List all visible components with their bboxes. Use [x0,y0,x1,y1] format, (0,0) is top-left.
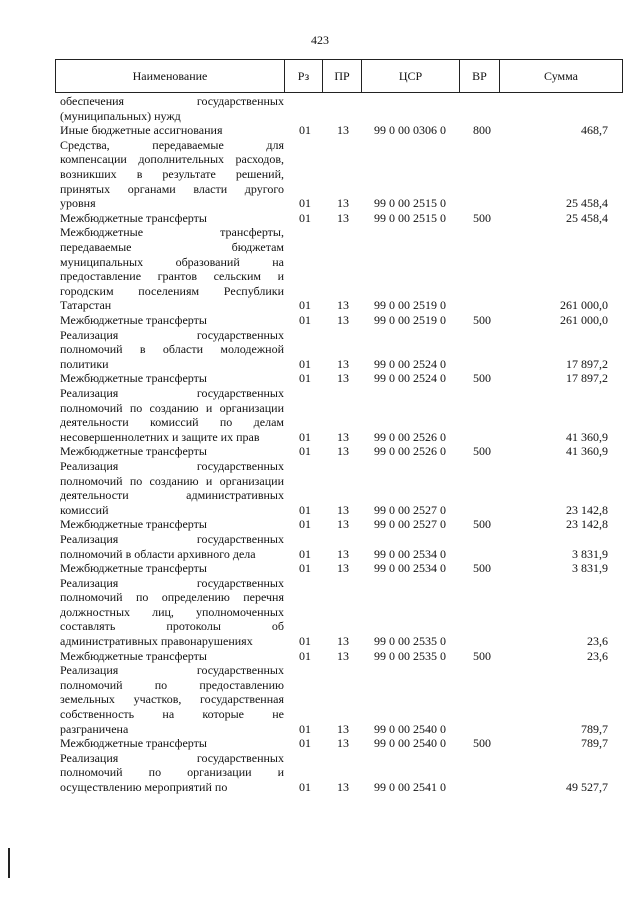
margin-mark [8,848,10,878]
row-name-line: принятых органами власти другого [60,181,284,196]
cell-vr [473,196,503,211]
table-row [0,751,640,795]
row-name-line: полномочий в области молодежной [60,342,284,357]
cell-csr: 99 0 00 0306 0 [374,123,446,138]
table-row [0,225,640,313]
table-row [0,123,640,138]
table-row [0,576,640,649]
row-name [60,444,284,459]
cell-vr [473,634,503,649]
table-row [0,649,640,664]
cell-pr: 13 [337,517,349,532]
row-name-line: Межбюджетные трансферты [60,736,207,751]
table-row [0,94,640,123]
table-row [0,663,640,736]
cell-rz: 01 [299,210,311,225]
row-name-line: Межбюджетные трансферты, [60,225,284,240]
table-row [0,313,640,328]
table-row [0,138,640,211]
cell-vr: 500 [473,312,491,327]
row-name [60,649,284,664]
row-name-line: полномочий по организации и [60,765,284,780]
cell-pr: 13 [337,356,349,371]
cell-vr [473,780,503,795]
row-name-line: полномочий по созданию и организации [60,400,284,415]
cell-vr: 500 [473,561,491,576]
cell-rz [299,109,327,124]
cell-rz: 01 [299,429,311,444]
cell-pr [337,109,365,124]
page-number: 423 [311,33,329,47]
cell-sum: 49 527,7 [566,780,608,795]
row-name-line: Межбюджетные трансферты [60,561,207,576]
cell-csr: 99 0 00 2519 0 [374,298,446,313]
cell-pr: 13 [337,736,349,751]
cell-sum: 261 000,0 [560,312,608,327]
cell-pr: 13 [337,634,349,649]
cell-csr: 99 0 00 2515 0 [374,196,446,211]
table-row [0,517,640,532]
row-name-line: административных правонарушениях [60,634,253,649]
row-name-line: деятельности административных [60,488,284,503]
row-name-line: Реализация государственных [60,458,284,473]
row-name-line: политики [60,356,109,371]
cell-vr: 500 [473,517,491,532]
cell-sum: 23,6 [587,634,608,649]
row-name-line: собственность на которые не [60,707,284,722]
cell-sum: 789,7 [581,736,608,751]
row-name-line: полномочий по созданию и организации [60,473,284,488]
row-name-line: Межбюджетные трансферты [60,444,207,459]
header-csr: ЦСР [362,60,460,92]
cell-rz: 01 [299,648,311,663]
cell-sum: 25 458,4 [566,210,608,225]
row-name [60,736,284,751]
row-name [60,751,284,795]
cell-sum: 3 831,9 [572,561,608,576]
cell-csr: 99 0 00 2524 0 [374,356,446,371]
cell-vr [473,430,503,445]
cell-csr: 99 0 00 2535 0 [374,634,446,649]
cell-rz: 01 [299,502,311,517]
cell-sum: 468,7 [581,123,608,138]
row-name-line: осуществлению мероприятий по [60,780,228,795]
row-name [60,313,284,328]
row-name-line: должностных лиц, уполномоченных [60,604,284,619]
row-name-line: (муниципальных) нужд [60,108,181,123]
row-name-line: полномочий в области архивного дела [60,546,256,561]
cell-vr [473,298,503,313]
row-name-line: разграничена [60,721,129,736]
cell-vr: 500 [473,648,491,663]
row-name [60,94,284,123]
table-row [0,459,640,517]
cell-sum: 17 897,2 [566,356,608,371]
cell-rz: 01 [299,780,311,795]
row-name-line: деятельности комиссий по делам [60,415,284,430]
row-name-line: Реализация государственных [60,575,284,590]
cell-vr: 500 [473,371,491,386]
row-name-line: передаваемые бюджетам [60,239,284,254]
cell-rz: 01 [299,517,311,532]
cell-pr: 13 [337,546,349,561]
row-name [60,225,284,313]
cell-csr: 99 0 00 2524 0 [374,371,446,386]
cell-vr: 500 [473,210,491,225]
cell-sum: 789,7 [581,721,608,736]
cell-csr: 99 0 00 2534 0 [374,546,446,561]
row-name-line: городским поселениям Республики [60,283,284,298]
cell-sum: 17 897,2 [566,371,608,386]
row-name [60,371,284,386]
cell-csr: 99 0 00 2540 0 [374,736,446,751]
cell-csr [374,109,464,124]
cell-pr: 13 [337,780,349,795]
cell-sum: 3 831,9 [572,546,608,561]
cell-pr: 13 [337,502,349,517]
cell-sum: 25 458,4 [566,196,608,211]
row-name [60,386,284,444]
header-sum: Сумма [544,68,578,83]
cell-csr: 99 0 00 2526 0 [374,429,446,444]
header-pr: ПР [323,60,362,92]
table-row [0,561,640,576]
row-name [60,576,284,649]
cell-rz: 01 [299,634,311,649]
cell-rz: 01 [299,561,311,576]
header-vr: ВР [460,60,500,92]
cell-rz: 01 [299,444,311,459]
cell-rz: 01 [299,371,311,386]
row-name-line: комиссий [60,502,109,517]
row-name-line: уровня [60,196,96,211]
cell-pr: 13 [337,561,349,576]
row-name-line: Межбюджетные трансферты [60,210,207,225]
cell-sum: 23 142,8 [566,502,608,517]
cell-vr [473,722,503,737]
table-header [55,59,623,93]
row-name [60,663,284,736]
cell-sum: 261 000,0 [560,298,608,313]
row-name [60,459,284,517]
row-name-line: Иные бюджетные ассигнования [60,123,223,138]
cell-pr: 13 [337,210,349,225]
table-row [0,328,640,372]
row-name-line: Средства, передаваемые для [60,137,284,152]
cell-sum: 23,6 [587,648,608,663]
cell-vr [473,357,503,372]
row-name-line: составлять протоколы об [60,619,284,634]
row-name-line: Межбюджетные трансферты [60,371,207,386]
row-name-line: Межбюджетные трансферты [60,517,207,532]
row-name-line: Реализация государственных [60,385,284,400]
cell-pr: 13 [337,721,349,736]
header-rz: Рз [285,60,323,92]
row-name [60,138,284,211]
cell-rz: 01 [299,721,311,736]
cell-csr: 99 0 00 2540 0 [374,721,446,736]
cell-csr: 99 0 00 2515 0 [374,210,446,225]
table-row [0,532,640,561]
cell-rz: 01 [299,312,311,327]
row-name-line: Реализация государственных [60,327,284,342]
row-name [60,328,284,372]
cell-vr: 500 [473,736,491,751]
table-row [0,386,640,444]
table-row [0,211,640,226]
cell-vr: 500 [473,444,491,459]
cell-rz: 01 [299,298,311,313]
cell-vr [473,503,503,518]
row-name-line: возникших в результате решений, [60,166,284,181]
budget-table-body [0,94,640,795]
row-name-line: Межбюджетные трансферты [60,648,207,663]
cell-sum: 41 360,9 [566,444,608,459]
cell-csr: 99 0 00 2519 0 [374,312,446,327]
cell-rz: 01 [299,356,311,371]
table-row [0,736,640,751]
row-name-line: предоставление грантов сельским и [60,269,284,284]
cell-csr: 99 0 00 2541 0 [374,780,446,795]
cell-pr: 13 [337,312,349,327]
row-name [60,517,284,532]
row-name-line: полномочий по предоставлению [60,677,284,692]
row-name-line: Реализация государственных [60,531,284,546]
header-name: Наименование [56,60,285,92]
row-name-line: несовершеннолетних и защите их прав [60,429,260,444]
row-name-line: обеспечения государственных [60,94,284,108]
row-name-line: компенсации дополнительных расходов, [60,152,284,167]
row-name [60,211,284,226]
cell-sum [505,109,608,124]
row-name-line: Межбюджетные трансферты [60,312,207,327]
row-name-line: земельных участков, государственная [60,692,284,707]
cell-pr: 13 [337,429,349,444]
cell-pr: 13 [337,371,349,386]
cell-vr: 800 [473,123,491,138]
cell-csr: 99 0 00 2527 0 [374,502,446,517]
cell-rz: 01 [299,736,311,751]
cell-sum: 23 142,8 [566,517,608,532]
cell-rz: 01 [299,196,311,211]
row-name-line: Татарстан [60,298,112,313]
cell-csr: 99 0 00 2535 0 [374,648,446,663]
cell-pr: 13 [337,298,349,313]
row-name-line: муниципальных образований на [60,254,284,269]
cell-vr [473,109,503,124]
row-name-line: Реализация государственных [60,750,284,765]
cell-pr: 13 [337,648,349,663]
cell-csr: 99 0 00 2534 0 [374,561,446,576]
cell-pr: 13 [337,196,349,211]
row-name-line: Реализация государственных [60,663,284,678]
cell-vr [473,547,503,562]
table-row [0,444,640,459]
cell-pr: 13 [337,444,349,459]
cell-rz: 01 [299,123,311,138]
cell-pr: 13 [337,123,349,138]
cell-csr: 99 0 00 2526 0 [374,444,446,459]
row-name [60,532,284,561]
row-name-line: полномочий по определению перечня [60,590,284,605]
table-row [0,371,640,386]
row-name [60,561,284,576]
row-name [60,123,284,138]
cell-sum: 41 360,9 [566,429,608,444]
cell-rz: 01 [299,546,311,561]
cell-csr: 99 0 00 2527 0 [374,517,446,532]
